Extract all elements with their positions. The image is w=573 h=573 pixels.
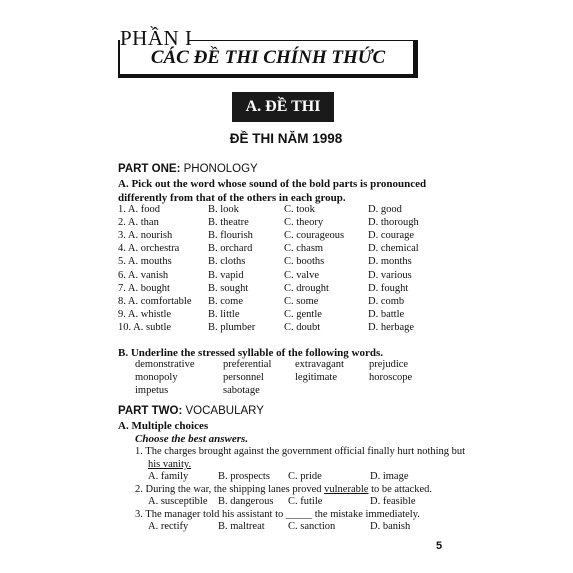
pronunciation-option: C. gentle [284,308,322,320]
pronunciation-option: C. some [284,295,319,307]
question-3-post: the mistake immediately. [312,509,420,520]
pronunciation-option: D. battle [368,308,405,320]
pronunciation-option: B. sought [208,282,249,294]
question-3-pre: 3. The manager told his assistant to [135,509,286,520]
answer-option: A. susceptible [148,496,208,507]
page-number: 5 [436,540,443,552]
pronunciation-option: D. herbage [368,321,415,333]
pronunciation-option: B. cloths [208,256,246,268]
choose-best-instruction: Choose the best answers. [135,433,249,445]
question-1-continued: his vanity. [148,459,192,470]
pronunciation-option: 10. A. subtle [118,321,172,333]
answer-option: A. rectify [148,521,189,532]
pronunciation-option: D. courage [368,230,415,242]
pronunciation-option: B. theatre [208,217,249,229]
question-1-text: 1. The charges brought against the government official finally hurt nothing but [135,446,466,457]
pronunciation-option: B. vapid [208,269,244,281]
answer-option: D. image [370,471,409,482]
pronunciation-row [118,309,458,322]
pronunciation-option: D. months [368,256,412,268]
pronunciation-option: 6. A. vanish [118,269,169,281]
part-two-heading [118,405,264,417]
pronunciation-option: C. courageous [284,230,345,242]
question-3-blank: _____ [285,509,313,520]
chapter-title: CÁC ĐỀ THI CHÍNH THỨC [150,47,386,68]
pronunciation-option: C. valve [284,269,319,281]
stress-word-row [135,372,465,385]
stress-word-row [135,359,465,372]
part-one-name: PHONOLOGY [180,163,258,175]
pronunciation-option: C. chasm [284,243,324,255]
pronunciation-option: 8. A. comfortable [118,295,192,307]
answer-option: B. dangerous [218,496,274,507]
part-one-heading [118,163,258,175]
question-2-keyword: vulnerable [324,484,369,495]
pronunciation-option: D. fought [368,282,409,294]
pronunciation-option: B. little [208,308,240,320]
phonology-instruction-b: B. Underline the stressed syllable of the following words. [118,347,384,359]
stress-word: horoscope [369,371,413,383]
stress-word: preferential [223,359,272,370]
answer-option: D. feasible [370,496,416,507]
pronunciation-row [118,217,458,230]
part-label: PHẦN I [120,26,193,50]
stress-word: extravagant [295,359,344,370]
stress-word: prejudice [369,359,409,370]
pronunciation-option: C. drought [284,282,329,294]
pronunciation-row [118,204,458,217]
question-3-text [135,509,420,520]
stress-word: impetus [135,384,169,396]
pronunciation-option: D. good [368,204,402,215]
pronunciation-option: B. come [208,295,243,307]
pronunciation-option: 7. A. bought [118,282,170,294]
pronunciation-row [118,322,458,335]
pronunciation-option: C. doubt [284,321,321,333]
stress-word-row [135,385,465,398]
pronunciation-option: 1. A. food [118,204,160,215]
answer-option: C. pride [288,471,322,482]
answer-option: D. banish [370,521,411,532]
question-2-pre: 2. During the war, the shipping lanes proved [135,484,325,495]
pronunciation-option: B. plumber [208,321,256,333]
answer-option: A. family [148,471,189,482]
multiple-choice-heading: A. Multiple choices [118,420,209,432]
pronunciation-option: 5. A. mouths [118,256,172,268]
question-2-text [135,484,432,495]
question-2-post: to be attacked. [368,484,432,495]
pronunciation-row [118,243,458,256]
pronunciation-option: B. flourish [208,230,253,242]
stress-word: personnel [223,371,264,383]
answer-option: C. sanction [288,521,336,532]
pronunciation-option: B. look [208,204,239,215]
pronunciation-option: D. chemical [368,243,419,255]
stress-word: monopoly [135,371,178,383]
pronunciation-row [118,230,458,243]
pronunciation-row [118,296,458,309]
answer-option: B. maltreat [218,521,265,532]
stress-word: demonstrative [135,359,195,370]
part-one-prefix: PART ONE: [118,163,181,175]
section-badge: A. ĐỀ THI [232,92,334,122]
pronunciation-row [118,256,458,269]
part-two-prefix: PART TWO: [118,405,183,417]
pronunciation-row [118,283,458,296]
pronunciation-option: C. theory [284,217,324,229]
pronunciation-option: D. various [368,269,412,281]
phonology-instruction-a: A. Pick out the word whose sound of the bold parts is pronounced differently from that of the others in each group. [118,178,427,204]
pronunciation-option: 9. A. whistle [118,308,172,320]
pronunciation-option: D. thorough [368,217,419,229]
pronunciation-option: B. orchard [208,243,253,255]
pronunciation-row [118,270,458,283]
answer-option: C. futile [288,496,323,507]
pronunciation-option: 2. A. than [118,217,159,229]
pronunciation-option: C. took [284,204,315,215]
part-two-name: VOCABULARY [182,405,264,417]
pronunciation-option: 4. A. orchestra [118,243,180,255]
exam-title: ĐỀ THI NĂM 1998 [229,131,343,146]
stress-word: sabotage [223,384,260,396]
pronunciation-option: D. comb [368,295,405,307]
answer-option: B. prospects [218,471,270,482]
stress-word: legitimate [295,371,337,383]
pronunciation-option: 3. A. nourish [118,230,173,242]
pronunciation-option: C. booths [284,256,325,268]
